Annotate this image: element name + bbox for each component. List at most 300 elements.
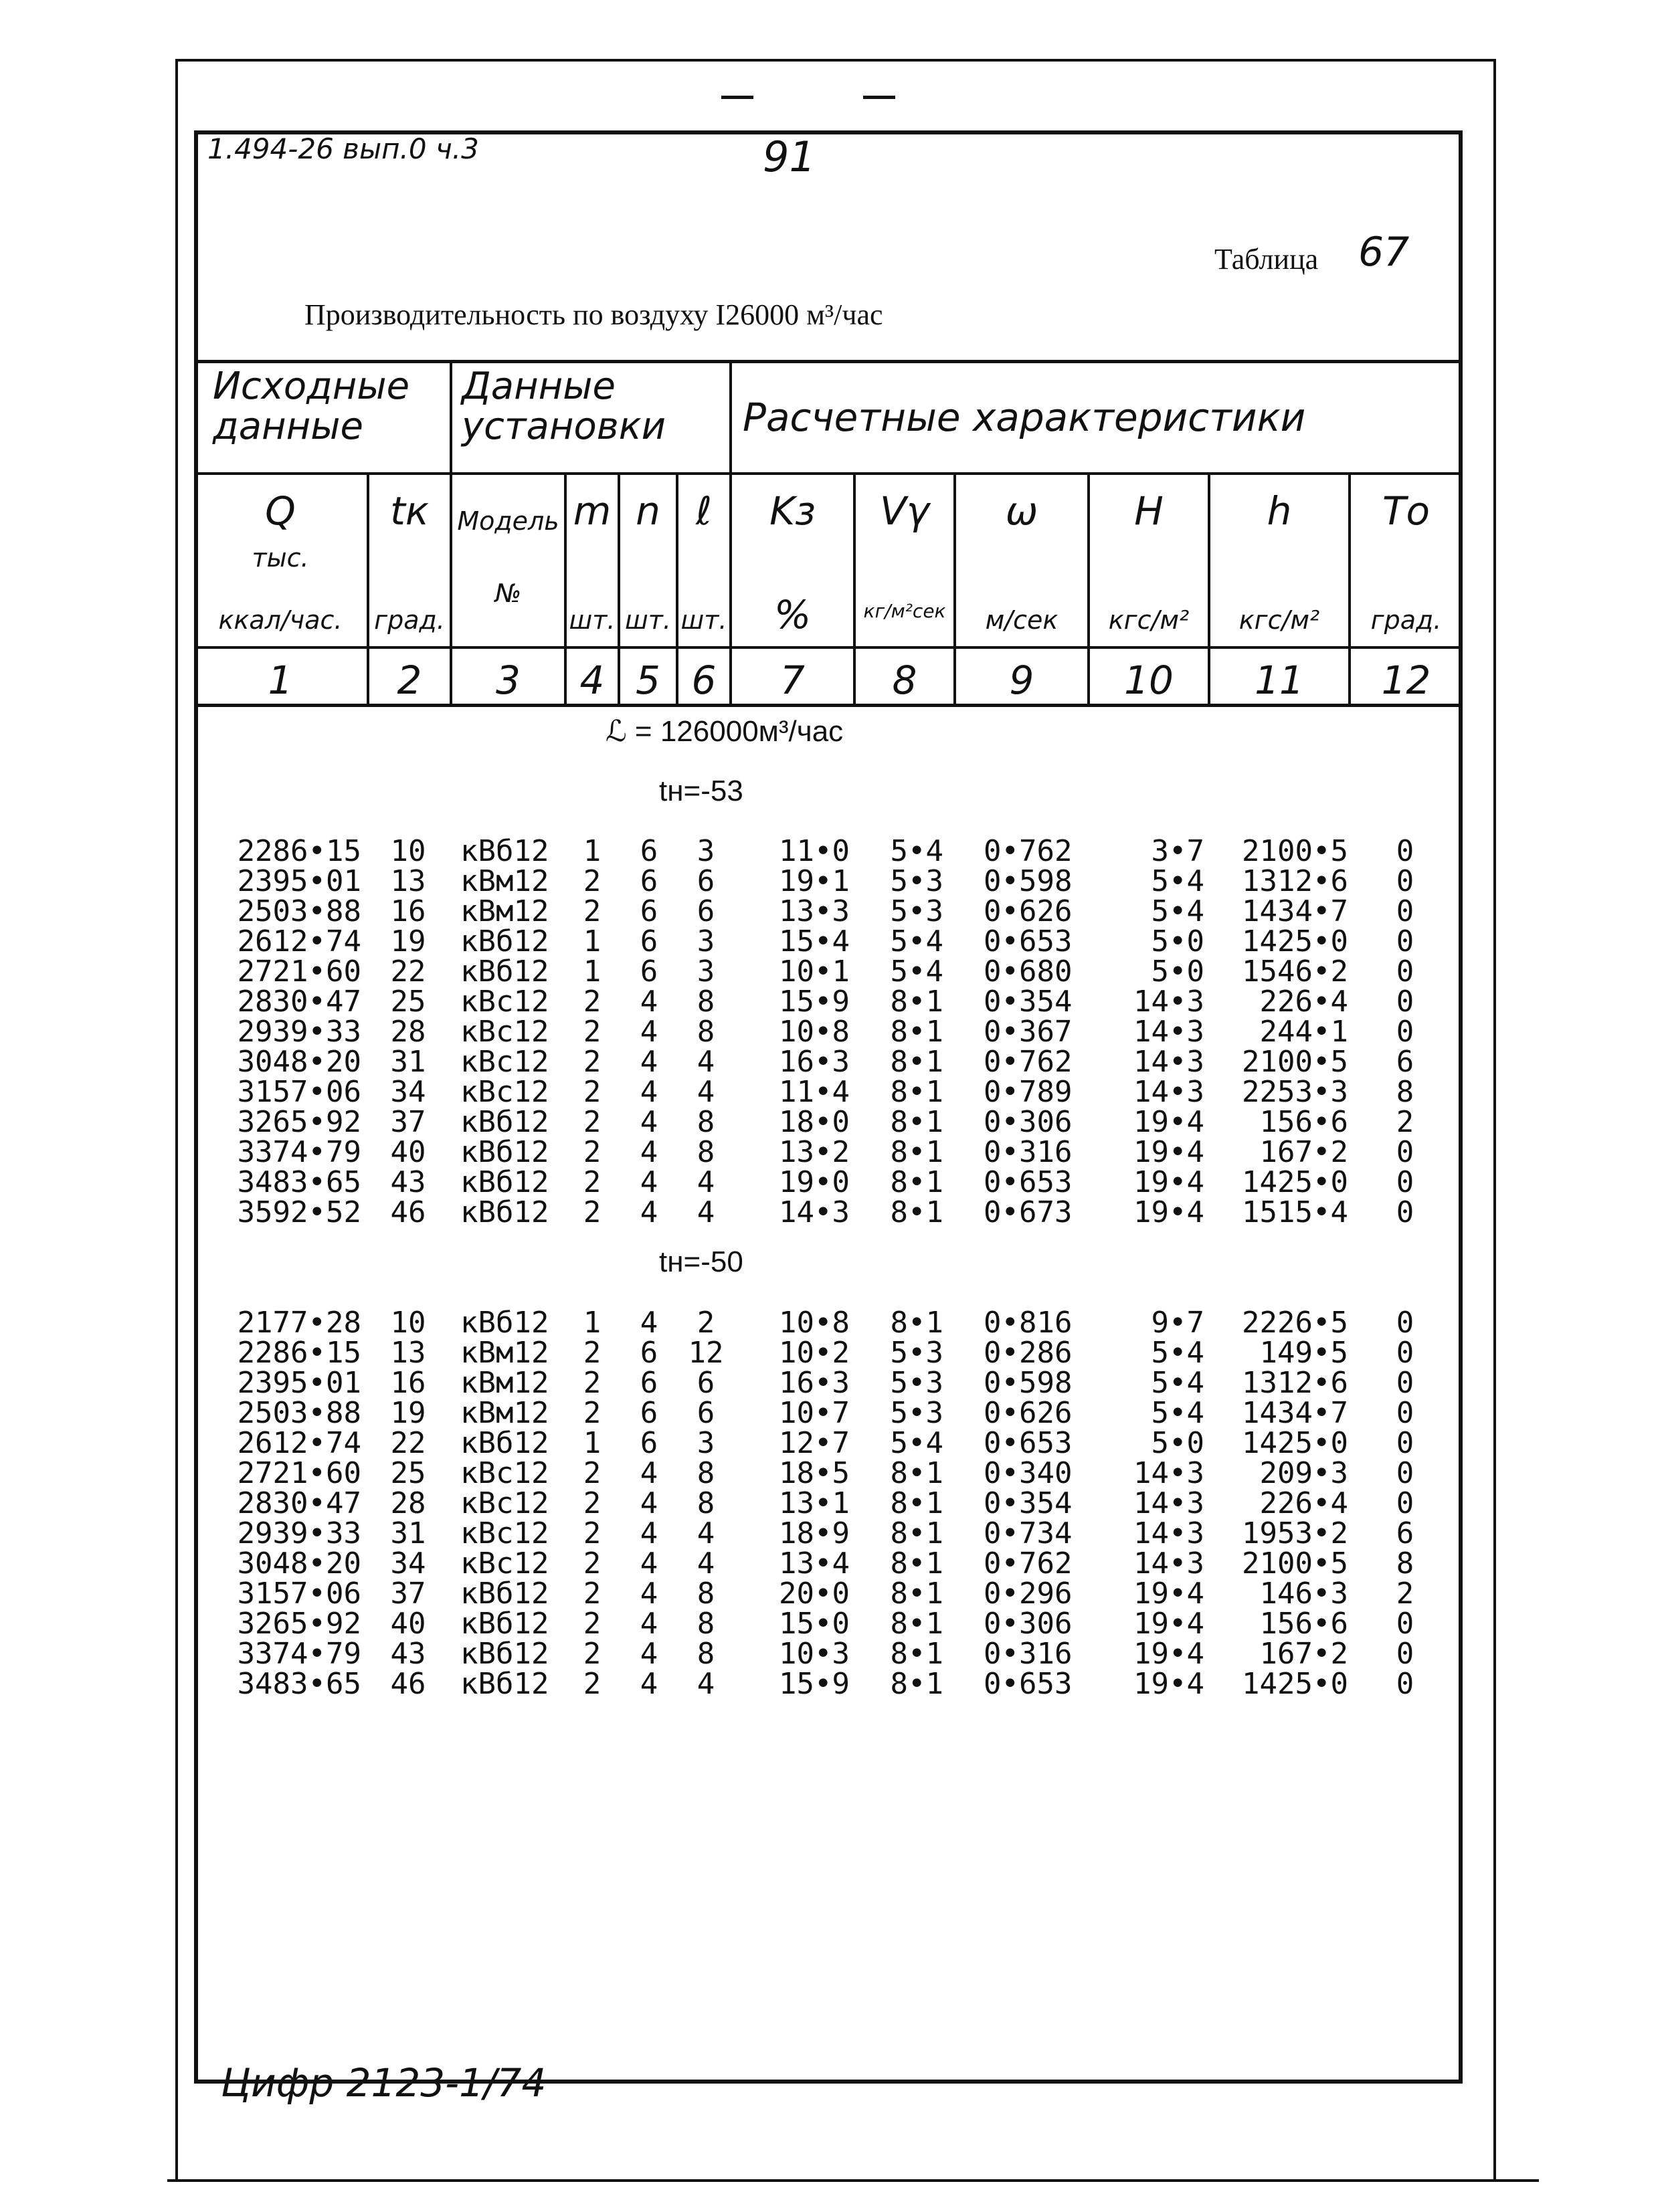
cell: 8 (1396, 1546, 1414, 1581)
cell: 4 (697, 1195, 715, 1229)
top-dash-right (863, 96, 895, 99)
cell: 12•7 (779, 1426, 850, 1460)
cell: 2100•5 (1242, 834, 1348, 868)
cell: 14•3 (1133, 985, 1204, 1019)
col1-symbol: Q (265, 488, 296, 534)
cell: 6 (640, 834, 658, 868)
cell: 0•789 (984, 1075, 1073, 1109)
cell: 6 (640, 864, 658, 898)
cell: 19•4 (1133, 1577, 1204, 1611)
cell: 0 (1396, 894, 1414, 928)
section-1-col-7 (756, 836, 850, 1227)
cell: 10•8 (779, 1306, 850, 1340)
cell: 10 (390, 1306, 426, 1340)
section-1-col-12 (1388, 836, 1422, 1227)
cell: 8•1 (890, 1577, 943, 1611)
col3-number: 3 (496, 658, 521, 703)
cell: 0 (1396, 954, 1414, 989)
cell: 14•3 (1133, 1045, 1204, 1079)
cell: 16 (390, 1366, 426, 1400)
cell: 4 (640, 1135, 658, 1169)
cell: 6 (640, 1396, 658, 1430)
cell: 2612•74 (237, 1426, 361, 1460)
cell: 0•626 (984, 1396, 1073, 1430)
cell: 5•4 (1151, 1396, 1204, 1430)
rule-units (194, 646, 1463, 649)
section-1-col-3 (460, 836, 567, 1227)
cell: 11•0 (779, 834, 850, 868)
cell: 19•4 (1133, 1195, 1204, 1229)
cell: 244•1 (1259, 1015, 1348, 1049)
cell: 19•4 (1133, 1667, 1204, 1701)
cell: кВс12 (460, 1045, 549, 1079)
cell: 5•4 (1151, 1336, 1204, 1370)
cell: 4 (697, 1667, 715, 1701)
cell: 14•3 (1133, 1015, 1204, 1049)
cell: 1425•0 (1242, 924, 1348, 959)
cell: кВс12 (460, 1015, 549, 1049)
cell: 19•4 (1133, 1637, 1204, 1671)
cell: 8 (697, 1015, 715, 1049)
cell: 1425•0 (1242, 1667, 1348, 1701)
cell: 2 (583, 1607, 602, 1641)
rule-groups (194, 472, 1463, 475)
cell: 40 (390, 1607, 426, 1641)
cell: 3157•06 (237, 1075, 361, 1109)
cell: кВб12 (460, 1577, 549, 1611)
table-title: Производительность по воздуху I26000 м³/час (304, 298, 883, 331)
cell: 2 (583, 1045, 602, 1079)
cell: 10•7 (779, 1396, 850, 1430)
cell: 3 (697, 834, 715, 868)
cell: 0•816 (984, 1306, 1073, 1340)
cell: 8 (697, 985, 715, 1019)
section-2-col-5 (629, 1308, 669, 1699)
cell: 149•5 (1259, 1336, 1348, 1370)
cell: 25 (390, 1456, 426, 1490)
cell: 3265•92 (237, 1105, 361, 1139)
cell: 2100•5 (1242, 1045, 1348, 1079)
cell: 2 (583, 1546, 602, 1581)
cell: 0 (1396, 1456, 1414, 1490)
cell: 3592•52 (237, 1195, 361, 1229)
cell: 1 (583, 1426, 602, 1460)
cell: 15•4 (779, 924, 850, 959)
cell: 6 (640, 954, 658, 989)
cell: 0•354 (984, 985, 1073, 1019)
cell: 5•3 (890, 1336, 943, 1370)
cell: 5•4 (890, 834, 943, 868)
cell: 5•3 (890, 1366, 943, 1400)
cell: 8•1 (890, 1105, 943, 1139)
cell: 0 (1396, 1637, 1414, 1671)
section-2-label: tн=-50 (659, 1245, 743, 1278)
cell: кВс12 (460, 1456, 549, 1490)
cell: 10•2 (779, 1336, 850, 1370)
col1-number: 1 (268, 658, 293, 703)
cell: 1 (583, 1306, 602, 1340)
cell: 4 (640, 1165, 658, 1199)
cell: 5•3 (890, 894, 943, 928)
cell: 37 (390, 1105, 426, 1139)
cell: 2253•3 (1242, 1075, 1348, 1109)
section-1-col-4 (575, 836, 609, 1227)
cell: 2 (583, 894, 602, 928)
col8-symbol: Vγ (879, 488, 929, 534)
cell: 8 (1396, 1075, 1414, 1109)
cell: 2 (697, 1306, 715, 1340)
cell: 156•6 (1259, 1105, 1348, 1139)
cell: 8•1 (890, 1637, 943, 1671)
cell: кВб12 (460, 1195, 549, 1229)
cell: кВб12 (460, 834, 549, 868)
section-2-col-6 (682, 1308, 729, 1699)
cell: 4 (640, 1637, 658, 1671)
cell: 4 (640, 1577, 658, 1611)
col6-number: 6 (691, 658, 717, 703)
cell: 8•1 (890, 1667, 943, 1701)
cell: 14•3 (779, 1195, 850, 1229)
cell: 6 (697, 894, 715, 928)
cell: 2 (583, 985, 602, 1019)
section-1-col-10 (1124, 836, 1204, 1227)
cell: 4 (640, 1306, 658, 1340)
cell: 4 (697, 1546, 715, 1581)
cell: 19 (390, 924, 426, 959)
section-1-col-11 (1224, 836, 1348, 1227)
cell: 4 (640, 1195, 658, 1229)
cell: 2 (583, 1105, 602, 1139)
cell: 0•354 (984, 1486, 1073, 1520)
section-2-col-12 (1388, 1308, 1422, 1699)
cell: 3 (697, 954, 715, 989)
cell: 1515•4 (1242, 1195, 1348, 1229)
cell: 0•598 (984, 1366, 1073, 1400)
cell: 5•3 (890, 1396, 943, 1430)
rule-top (194, 360, 1463, 363)
cell: 0•680 (984, 954, 1073, 989)
group-calc: Расчетные характеристики (743, 395, 1306, 440)
cell: 3048•20 (237, 1045, 361, 1079)
cell: 2 (583, 1486, 602, 1520)
cell: 4 (697, 1075, 715, 1109)
cell: 0 (1396, 1486, 1414, 1520)
cell: 8•1 (890, 1516, 943, 1550)
cell: 2 (583, 1015, 602, 1049)
cell: 1434•7 (1242, 894, 1348, 928)
section-2-col-9 (984, 1308, 1091, 1699)
col12-symbol: Tо (1382, 488, 1430, 534)
cell: 4 (640, 1546, 658, 1581)
cell: 11•4 (779, 1075, 850, 1109)
cell: 0 (1396, 1165, 1414, 1199)
cell: кВб12 (460, 1165, 549, 1199)
col5-unit: шт. (625, 605, 671, 635)
cell: 6 (640, 924, 658, 959)
cell: 2 (1396, 1577, 1414, 1611)
cell: 19•0 (779, 1165, 850, 1199)
section-1-col-6 (682, 836, 729, 1227)
cell: 13•2 (779, 1135, 850, 1169)
section-2-col-4 (575, 1308, 609, 1699)
col10-symbol: H (1134, 488, 1164, 534)
cell: 0•762 (984, 834, 1073, 868)
col9-number: 9 (1009, 658, 1034, 703)
cell: кВб12 (460, 1426, 549, 1460)
col5-symbol: n (636, 488, 660, 534)
section-2-col-7 (756, 1308, 850, 1699)
cell: 8 (697, 1607, 715, 1641)
cell: 43 (390, 1637, 426, 1671)
col7-unit: % (773, 592, 812, 637)
cell: 2830•47 (237, 985, 361, 1019)
cell: 4 (640, 1667, 658, 1701)
section-1-col-5 (629, 836, 669, 1227)
cell: 8 (697, 1135, 715, 1169)
cell: 0•626 (984, 894, 1073, 928)
cell: 2 (583, 1396, 602, 1430)
cell: 22 (390, 954, 426, 989)
cell: 14•3 (1133, 1546, 1204, 1581)
cell: 167•2 (1259, 1637, 1348, 1671)
cell: 2 (583, 1667, 602, 1701)
cell: 8 (697, 1486, 715, 1520)
col8-unit: кг/м²сек (863, 600, 946, 622)
cell: 18•9 (779, 1516, 850, 1550)
cell: 0 (1396, 1426, 1414, 1460)
table-label: Таблица (1214, 243, 1319, 276)
cell: 0 (1396, 1366, 1414, 1400)
section-1-col-2 (381, 836, 435, 1227)
cell: 2 (583, 1577, 602, 1611)
cell: 19•4 (1133, 1135, 1204, 1169)
cell: 4 (697, 1165, 715, 1199)
cell: 5•0 (1151, 924, 1204, 959)
col10-unit: кгс/м² (1108, 605, 1190, 635)
cell: 4 (640, 985, 658, 1019)
cell: 226•4 (1259, 985, 1348, 1019)
cell: 10•8 (779, 1015, 850, 1049)
cell: 8•1 (890, 1607, 943, 1641)
cell: 4 (640, 1105, 658, 1139)
cell: 10•1 (779, 954, 850, 989)
col9-unit: м/сек (985, 605, 1058, 635)
cell: 16 (390, 894, 426, 928)
cell: 0•316 (984, 1135, 1073, 1169)
col12-unit: град. (1370, 605, 1442, 635)
cell: 3 (697, 1426, 715, 1460)
section-1-col-9 (984, 836, 1091, 1227)
cell: 0 (1396, 1336, 1414, 1370)
cell: 0•367 (984, 1015, 1073, 1049)
section-1-col-1 (214, 836, 361, 1227)
cell: 19 (390, 1396, 426, 1430)
section-2-col-8 (870, 1308, 943, 1699)
cell: 0 (1396, 834, 1414, 868)
cell: кВс12 (460, 1516, 549, 1550)
cell: кВб12 (460, 1306, 549, 1340)
cell: 37 (390, 1577, 426, 1611)
cell: 6 (640, 1426, 658, 1460)
cell: 0•306 (984, 1607, 1073, 1641)
cell: 2395•01 (237, 864, 361, 898)
cell: 2 (583, 1516, 602, 1550)
col11-symbol: h (1267, 488, 1292, 534)
cell: 5•4 (890, 924, 943, 959)
cell: 8•1 (890, 1306, 943, 1340)
cell: 2395•01 (237, 1366, 361, 1400)
cell: 46 (390, 1667, 426, 1701)
cell: 0•762 (984, 1045, 1073, 1079)
cell: 0 (1396, 1306, 1414, 1340)
cell: 40 (390, 1135, 426, 1169)
cell: 4 (640, 1045, 658, 1079)
cell: 4 (640, 1607, 658, 1641)
cell: кВм12 (460, 864, 549, 898)
page-number: 91 (763, 132, 816, 181)
col1-unit: ккал/час. (218, 605, 343, 635)
cell: 5•4 (890, 954, 943, 989)
cell: 2 (1396, 1105, 1414, 1139)
col11-number: 11 (1255, 658, 1304, 703)
cell: 1425•0 (1242, 1426, 1348, 1460)
cell: 8•1 (890, 1075, 943, 1109)
cell: 2 (583, 1637, 602, 1671)
section-2-col-1 (214, 1308, 361, 1699)
cell: 4 (697, 1516, 715, 1550)
cell: 12 (688, 1336, 724, 1370)
flow-label: ℒ = 126000м³/час (606, 715, 844, 748)
cell: 1 (583, 834, 602, 868)
cell: кВб12 (460, 1667, 549, 1701)
cell: 1312•6 (1242, 864, 1348, 898)
cell: 10•3 (779, 1637, 850, 1671)
cell: 19•4 (1133, 1607, 1204, 1641)
cell: 8•1 (890, 1195, 943, 1229)
top-dash-left (721, 96, 753, 99)
cell: 1 (583, 954, 602, 989)
cell: 2226•5 (1242, 1306, 1348, 1340)
cell: 0•296 (984, 1577, 1073, 1611)
cell: 2286•15 (237, 834, 361, 868)
cell: 0•734 (984, 1516, 1073, 1550)
cell: 2830•47 (237, 1486, 361, 1520)
cell: 9•7 (1151, 1306, 1204, 1340)
cell: 0•653 (984, 1165, 1073, 1199)
col1-sub: тыс. (252, 543, 309, 573)
cell: 2 (583, 1456, 602, 1490)
col4-unit: шт. (569, 605, 616, 635)
cell: 6 (640, 1336, 658, 1370)
cell: 8 (697, 1456, 715, 1490)
cell: 8 (697, 1577, 715, 1611)
cell: кВб12 (460, 1135, 549, 1169)
cell: 0•286 (984, 1336, 1073, 1370)
rule-numbers (194, 704, 1463, 707)
cell: кВб12 (460, 1637, 549, 1671)
cell: 15•9 (779, 985, 850, 1019)
cell: 0•653 (984, 1667, 1073, 1701)
cell: 0•762 (984, 1546, 1073, 1581)
cell: 34 (390, 1546, 426, 1581)
cell: кВс12 (460, 1075, 549, 1109)
col5-number: 5 (636, 658, 660, 703)
cell: 8•1 (890, 1045, 943, 1079)
cell: 226•4 (1259, 1486, 1348, 1520)
col6-unit: шт. (680, 605, 727, 635)
cell: 1 (583, 924, 602, 959)
cell: кВс12 (460, 985, 549, 1019)
cell: 2503•88 (237, 1396, 361, 1430)
cell: 2 (583, 1165, 602, 1199)
cell: 6 (697, 1366, 715, 1400)
section-1-label: tн=-53 (659, 775, 743, 807)
doc-reference: 1.494-26 вып.0 ч.3 (207, 132, 479, 165)
cell: 8•1 (890, 1546, 943, 1581)
cell: 28 (390, 1015, 426, 1049)
cell: 0 (1396, 1015, 1414, 1049)
col3-sub: № (494, 579, 522, 608)
cell: 3265•92 (237, 1607, 361, 1641)
cell: 14•3 (1133, 1486, 1204, 1520)
cell: 14•3 (1133, 1456, 1204, 1490)
cell: 2503•88 (237, 894, 361, 928)
cell: кВм12 (460, 1396, 549, 1430)
cell: 19•4 (1133, 1105, 1204, 1139)
cell: 3483•65 (237, 1667, 361, 1701)
col8-number: 8 (892, 658, 917, 703)
cell: 2286•15 (237, 1336, 361, 1370)
col7-symbol: Kз (769, 488, 816, 534)
cell: 31 (390, 1516, 426, 1550)
cell: 2177•28 (237, 1306, 361, 1340)
footer-code: Цифр 2123-1/74 (221, 2060, 547, 2106)
group-install: Данные установки (462, 365, 666, 448)
cell: 2939•33 (237, 1015, 361, 1049)
cell: 2721•60 (237, 1456, 361, 1490)
cell: кВм12 (460, 894, 549, 928)
cell: 156•6 (1259, 1607, 1348, 1641)
cell: 3 (697, 924, 715, 959)
cell: 8•1 (890, 1456, 943, 1490)
cell: 4 (640, 1015, 658, 1049)
cell: 6 (1396, 1045, 1414, 1079)
cell: 0 (1396, 1607, 1414, 1641)
cell: 1546•2 (1242, 954, 1348, 989)
cell: 8 (697, 1105, 715, 1139)
cell: 28 (390, 1486, 426, 1520)
bottom-rule (167, 2179, 1539, 2182)
section-2-col-11 (1224, 1308, 1348, 1699)
cell: 14•3 (1133, 1075, 1204, 1109)
cell: 0 (1396, 1195, 1414, 1229)
cell: 3374•79 (237, 1135, 361, 1169)
cell: 6 (640, 1366, 658, 1400)
cell: 2 (583, 1336, 602, 1370)
cell: 0 (1396, 1135, 1414, 1169)
cell: 0•653 (984, 924, 1073, 959)
section-2-col-10 (1124, 1308, 1204, 1699)
cell: 209•3 (1259, 1456, 1348, 1490)
cell: 16•3 (779, 1366, 850, 1400)
cell: 5•4 (1151, 894, 1204, 928)
cell: 4 (697, 1045, 715, 1079)
cell: кВб12 (460, 1607, 549, 1641)
cell: 0 (1396, 1667, 1414, 1701)
cell: 19•1 (779, 864, 850, 898)
group-source: Исходные данные (213, 365, 410, 448)
cell: 8•1 (890, 1486, 943, 1520)
